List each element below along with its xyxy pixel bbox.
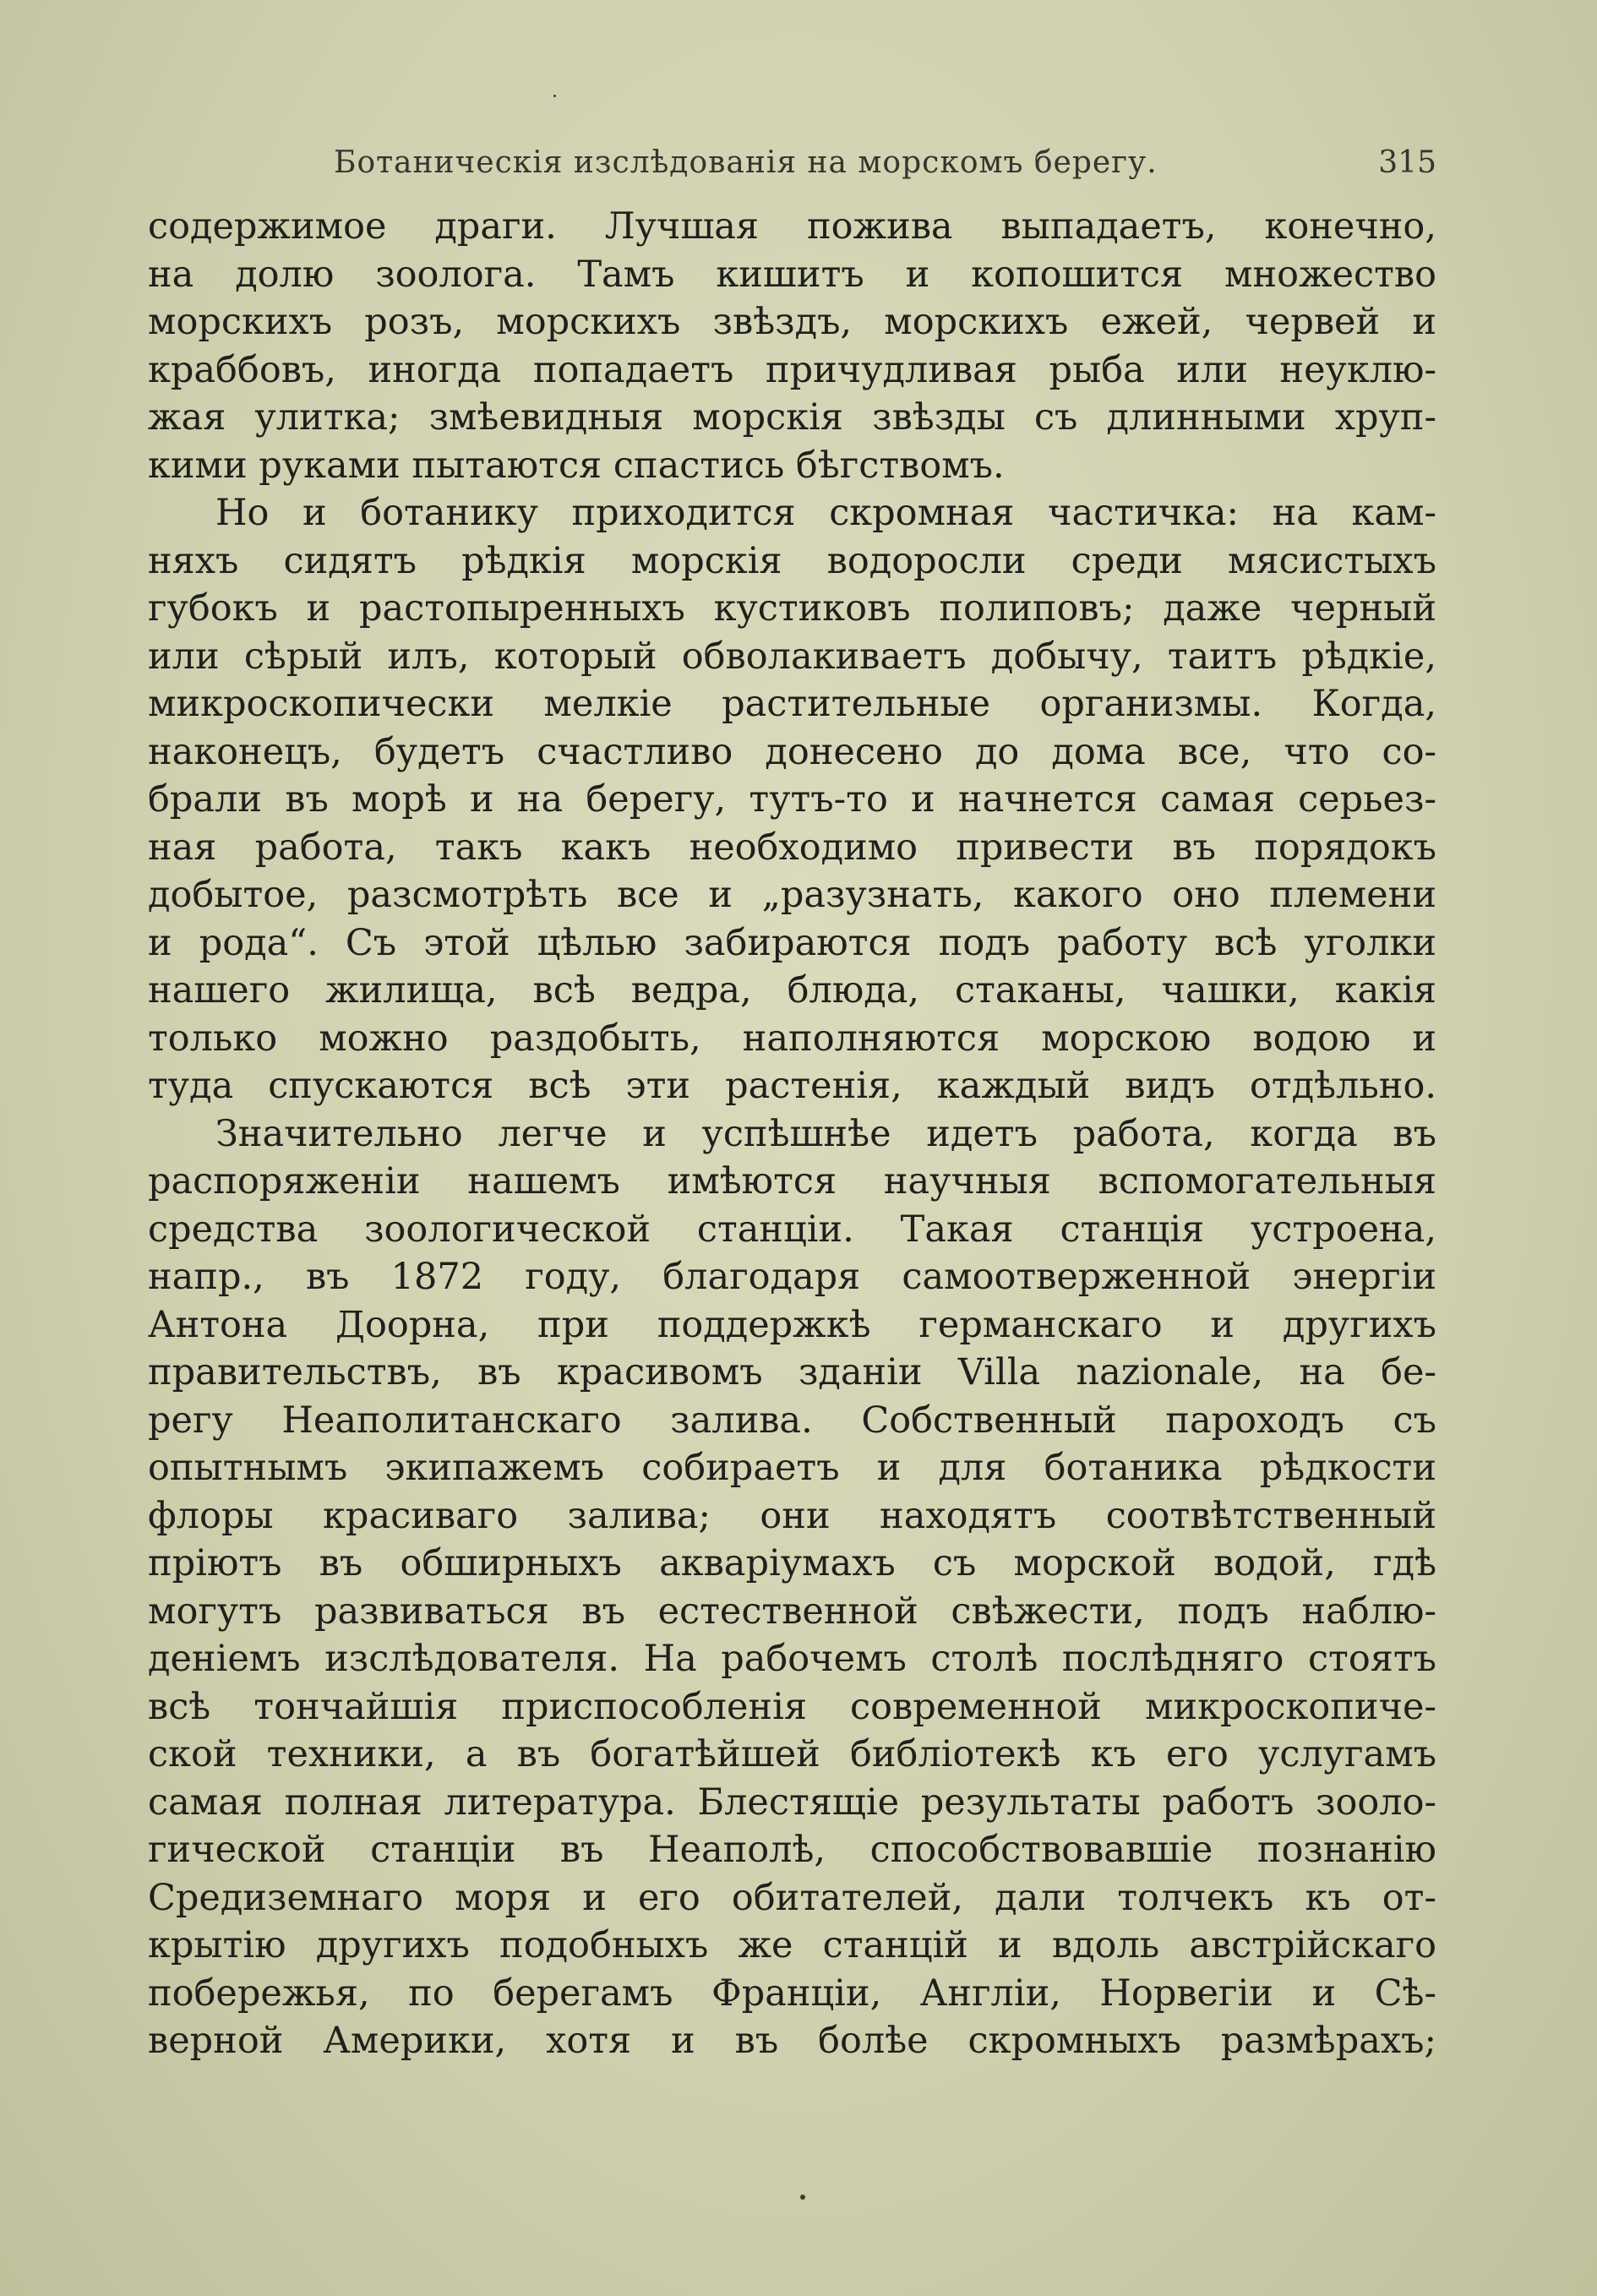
paragraph-2 — [148, 489, 1436, 1110]
text-line: опытнымъ экипажемъ собираетъ и для ботаника рѣдкости — [148, 1447, 1436, 1489]
paper-speck — [553, 95, 556, 97]
text-line: флоры красиваго залива; они находятъ соотвѣтственный — [148, 1494, 1436, 1537]
text-line: ской техники, а въ богатѣйшей библіотекѣ къ его услугамъ — [148, 1733, 1436, 1775]
paragraph-3 — [148, 1110, 1436, 2065]
text-line: верной Америки, хотя и въ болѣе скромныхъ размѣрахъ; — [148, 2020, 1436, 2062]
text-line: кими руками пытаются спастись бѣгствомъ. — [148, 444, 1005, 487]
text-line: ная работа, такъ какъ необходимо привести въ порядокъ — [148, 826, 1436, 869]
text-line: содержимое драги. Лучшая пожива выпадаетъ, конечно, — [148, 205, 1436, 248]
paragraph-1 — [148, 203, 1436, 489]
text-line: Средиземнаго моря и его обитателей, дали толчекъ къ от- — [148, 1876, 1436, 1919]
text-line: микроскопически мелкіе растительные организмы. Когда, — [148, 683, 1436, 725]
text-line: средства зоологической станціи. Такая станція устроена, — [148, 1208, 1436, 1251]
text-line: всѣ тончайшія приспособленія современной микроскопиче- — [148, 1685, 1436, 1728]
text-line: нашего жилища, всѣ ведра, блюда, стаканы, чашки, какія — [148, 969, 1436, 1012]
text-line: и рода“. Съ этой цѣлью забираются подъ работу всѣ уголки — [148, 921, 1436, 964]
running-title: Ботаническія изслѣдованія на морскомъ берегу. — [334, 145, 1158, 180]
text-line: правительствъ, въ красивомъ зданіи Villa nazionale, на бе- — [148, 1351, 1436, 1393]
text-line: Значительно легче и успѣшнѣе идетъ работа, когда въ — [215, 1112, 1436, 1155]
text-line: краббовъ, иногда попадаетъ причудливая рыба или неуклю- — [148, 348, 1436, 391]
text-line: брали въ морѣ и на берегу, тутъ-то и начнется самая серьез- — [148, 778, 1436, 821]
text-line: могутъ развиваться въ естественной свѣжести, подъ наблю- — [148, 1590, 1436, 1633]
text-line: Но и ботанику приходится скромная частичка: на кам- — [215, 492, 1436, 534]
text-line: крытію другихъ подобныхъ же станцій и вдоль австрійскаго — [148, 1924, 1436, 1966]
text-line: Антона Доорна, при поддержкѣ германскаго и другихъ — [148, 1303, 1436, 1346]
text-line: самая полная литература. Блестящіе результаты работъ зооло- — [148, 1781, 1436, 1824]
text-line: на долю зоолога. Тамъ кишитъ и копошится множество — [148, 253, 1436, 296]
text-line: жая улитка; змѣевидныя морскія звѣзды съ длинными хруп- — [148, 396, 1436, 439]
text-line: губокъ и растопыренныхъ кустиковъ полиповъ; даже черный — [148, 587, 1436, 630]
text-line: морскихъ розъ, морскихъ звѣздъ, морскихъ ежей, червей и — [148, 301, 1436, 343]
text-line: регу Неаполитанскаго залива. Собственный пароходъ съ — [148, 1399, 1436, 1442]
body-text — [148, 203, 1436, 2065]
text-line: деніемъ изслѣдователя. На рабочемъ столѣ послѣдняго стоятъ — [148, 1638, 1436, 1680]
text-line: наконецъ, будетъ счастливо донесено до дома все, что со- — [148, 730, 1436, 773]
text-line: или сѣрый илъ, который обволакиваетъ добычу, таитъ рѣдкіе, — [148, 635, 1436, 678]
text-line: туда спускаются всѣ эти растенія, каждый видъ отдѣльно. — [148, 1065, 1436, 1107]
text-line: распоряженіи нашемъ имѣются научныя вспомогательныя — [148, 1160, 1436, 1203]
text-line: няхъ сидятъ рѣдкія морскія водоросли среди мясистыхъ — [148, 539, 1436, 582]
text-line: только можно раздобыть, наполняются морскою водою и — [148, 1017, 1436, 1060]
text-line: добытое, разсмотрѣть все и „разузнать, какого оно племени — [148, 874, 1436, 916]
text-line: напр., въ 1872 году, благодаря самоотверженной энергіи — [148, 1256, 1436, 1298]
text-line: гической станціи въ Неаполѣ, способствовавшіе познанію — [148, 1829, 1436, 1871]
text-line: пріютъ въ обширныхъ акваріумахъ съ морской водой, гдѣ — [148, 1542, 1436, 1584]
page-number: 315 — [1378, 145, 1436, 180]
text-line: побережья, по берегамъ Франціи, Англіи, Норвегіи и Сѣ- — [148, 1972, 1436, 2015]
page-header — [148, 145, 1436, 188]
paper-speck — [800, 2195, 805, 2200]
